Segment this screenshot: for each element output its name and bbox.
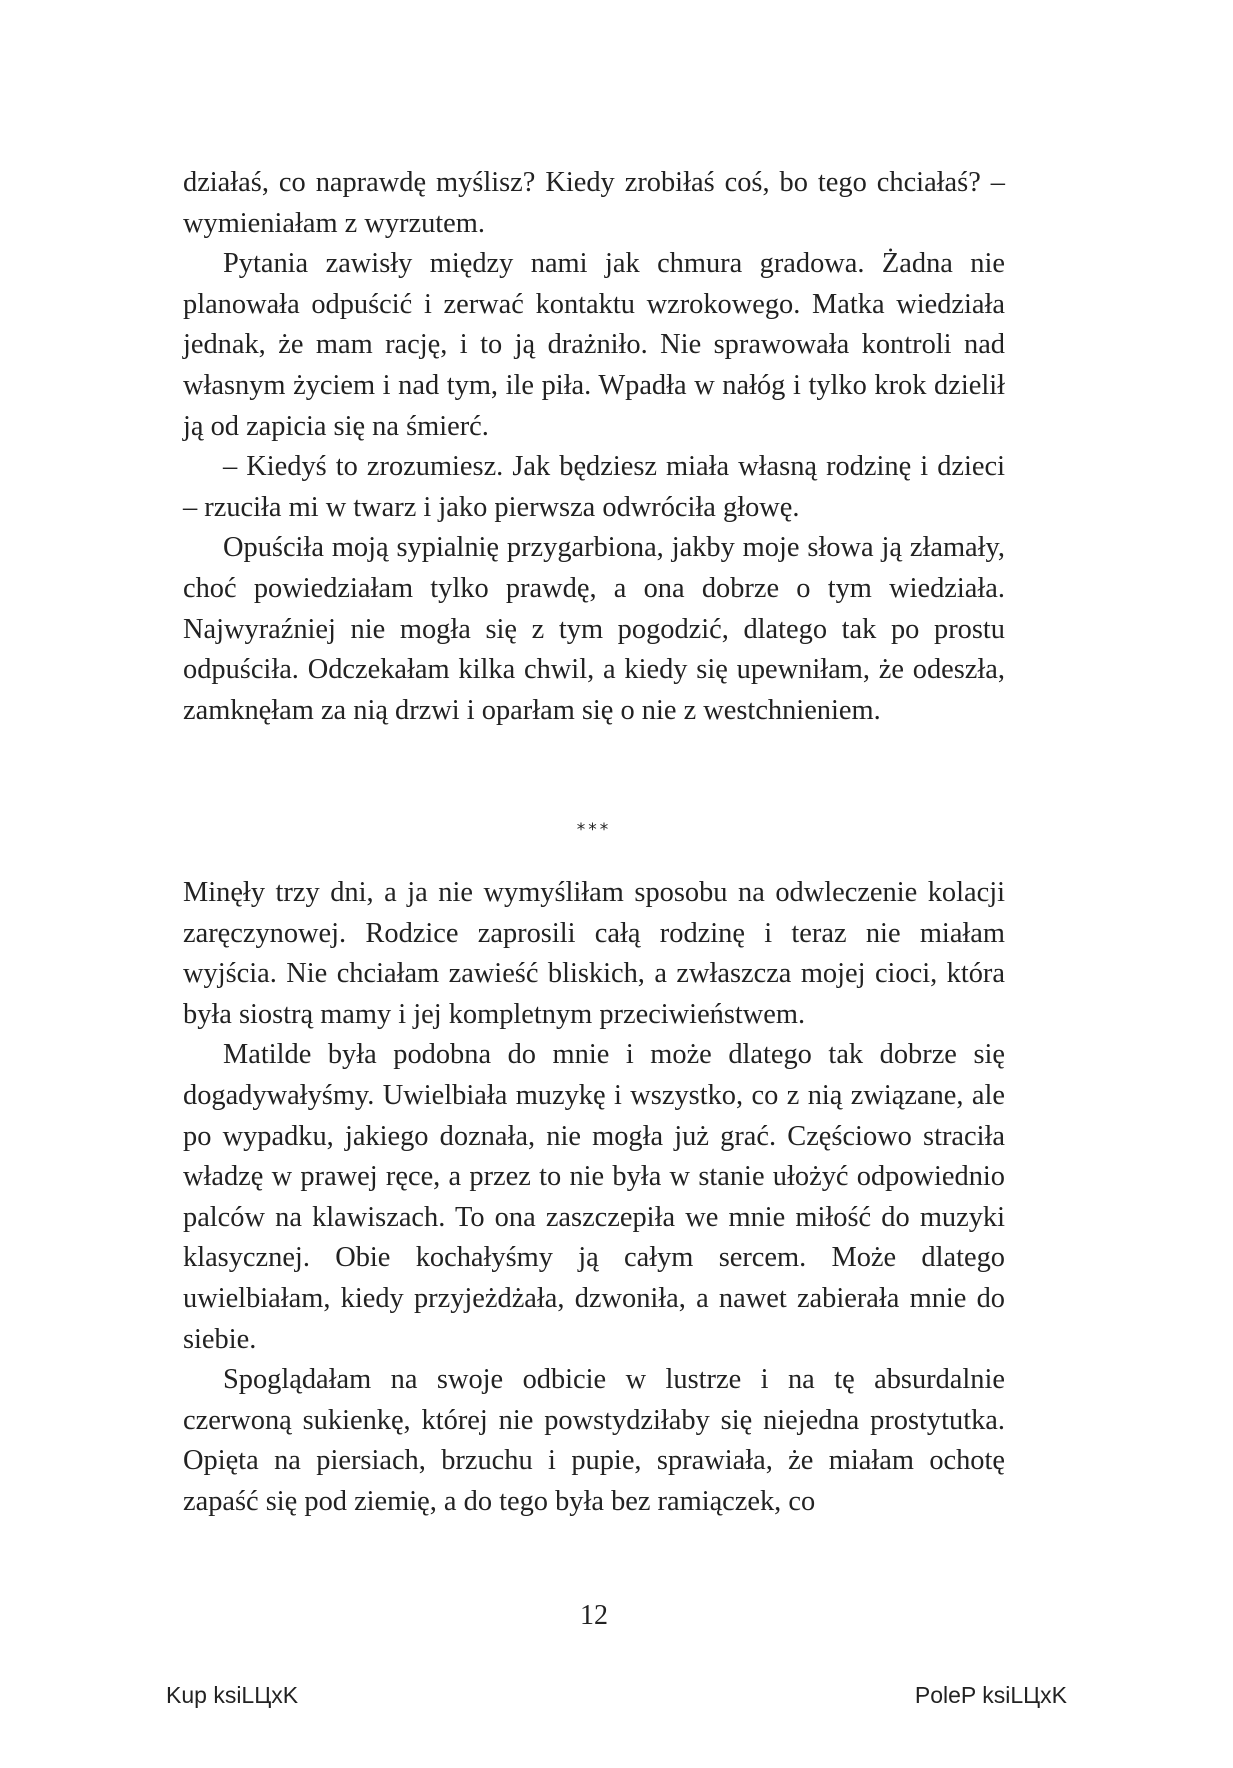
page-number: 12 bbox=[580, 1600, 608, 1631]
recommend-book-link[interactable]: PoleP ksiLЦхK bbox=[914, 1682, 1067, 1708]
paragraph: Matilde była podobna do mnie i może dlatego tak dobrze się dogadywałyśmy. Uwielbiała muzykę i wszystko, co z nią związane, ale po wypadku, jakiego doznała, nie mogła już grać. Częściowo straciła władzę w prawej ręce, a przez to nie była w stanie ułożyć odpowiednio palców na klawiszach. To ona zaszczepiła we mnie miłość do muzyki klasycznej. Obie kochałyśmy ją całym sercem. Może dlatego uwielbiałam, kiedy przyjeżdżała, dzwoniła, a nawet zabierała mnie do siebie. bbox=[183, 1039, 1005, 1355]
paragraph: Pytania zawisły między nami jak chmura gradowa. Żadna nie planowała odpuścić i zerwać kontaktu wzrokowego. Matka wiedziała jednak, że mam rację, i to ją drażniło. Nie sprawowała kontroli nad własnym życiem i nad tym, ile piła. Wpadła w nałóg i tylko krok dzielił ją od zapicia się na śmierć. bbox=[183, 248, 1005, 442]
buy-book-link[interactable]: Kup ksiLЦхK bbox=[166, 1682, 299, 1708]
paragraph-continuation: działaś, co naprawdę myślisz? Kiedy zrobiłaś coś, bo tego chciałaś? – wymieniałam z wyrzutem. bbox=[183, 167, 1005, 239]
paragraph-opening: Minęły trzy dni, a ja nie wymyśliłam sposobu na odwleczenie kolacji zaręczynowej. Rodzice zaprosili całą rodzinę i teraz nie miałam wyjścia. Nie chciałam zawieść bliskich, a zwłaszcza mojej cioci, która była siostrą mamy i jej kompletnym przeciwieństwem. bbox=[183, 877, 1005, 1030]
paragraph: Spoglądałam na swoje odbicie w lustrze i na tę absurdalnie czerwoną sukienkę, której nie powstydziłaby się niejedna prostytutka. Opięta na piersiach, brzuchu i pupie, sprawiała, że miałam ochotę zapaść się pod ziemię, a do tego była bez ramiączek, co bbox=[183, 1364, 1005, 1517]
dialogue-paragraph: – Kiedyś to zrozumiesz. Jak będziesz miała własną rodzinę i dzieci – rzuciła mi w twarz i jako pierwsza odwróciła głowę. bbox=[183, 451, 1005, 523]
section-2 bbox=[183, 873, 1005, 1523]
section-1 bbox=[183, 163, 1005, 731]
paragraph: Opuściła moją sypialnię przygarbiona, jakby moje słowa ją złamały, choć powiedziałam tylko prawdę, a ona dobrze o tym wiedziała. Najwyraźniej nie mogła się z tym pogodzić, dlatego tak po prostu odpuściła. Odczekałam kilka chwil, a kiedy się upewniłam, że odeszła, zamknęłam za nią drzwi i oparłam się o nie z westchnieniem. bbox=[183, 532, 1005, 726]
section-separator: *** bbox=[576, 820, 612, 840]
